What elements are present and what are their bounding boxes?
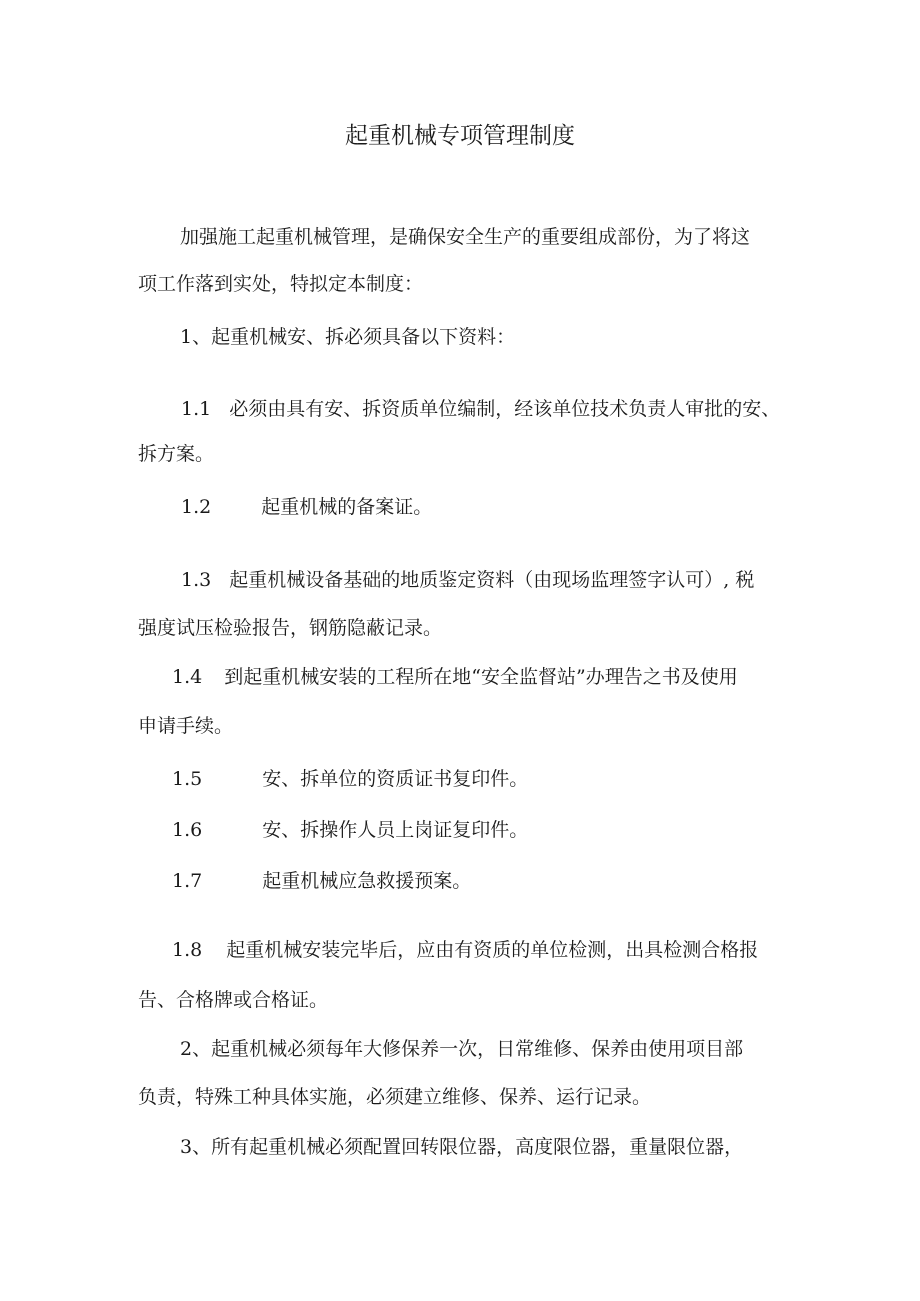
item-1-4-line-2: 申请手续。 <box>138 715 234 737</box>
item-1-7-number: 1.7 <box>172 870 203 892</box>
item-1-2 <box>181 493 432 521</box>
item-1-8-line-2: 告、合格牌或合格证。 <box>138 989 329 1011</box>
item-1-1-number: 1.1 <box>181 398 212 420</box>
section-3-line-1: 3、所有起重机械必须配置回转限位器，高度限位器，重量限位器， <box>180 1136 744 1158</box>
item-1-1-line-1 <box>181 395 780 423</box>
item-1-7 <box>172 867 471 895</box>
item-1-3-line-2: 强度试压检验报告，钢筋隐蔽记录。 <box>138 617 443 639</box>
section-1-heading: 1、起重机械安、拆必须具备以下资料： <box>180 326 516 348</box>
item-1-2-number: 1.2 <box>181 496 212 518</box>
item-1-7-text: 起重机械应急救援预案。 <box>262 870 472 892</box>
section-2-line-1: 2、起重机械必须每年大修保养一次，日常维修、保养由使用项目部 <box>180 1038 744 1060</box>
item-1-5-text: 安、拆单位的资质证书复印件。 <box>262 768 529 790</box>
item-1-8-text: 起重机械安装完毕后，应由有资质的单位检测，出具检测合格报 <box>226 939 759 961</box>
item-1-3-line-1 <box>181 566 754 594</box>
item-1-5 <box>172 765 528 793</box>
page-title: 起重机械专项管理制度 <box>345 123 575 149</box>
item-1-6-text: 安、拆操作人员上岗证复印件。 <box>262 819 529 841</box>
item-1-4-text: 到起重机械安装的工程所在地“安全监督站”办理告之书及使用 <box>224 666 738 688</box>
item-1-3-number: 1.3 <box>181 569 212 591</box>
item-1-5-number: 1.5 <box>172 768 203 790</box>
item-1-4-line-1 <box>172 663 738 691</box>
item-1-2-text: 起重机械的备案证。 <box>261 496 433 518</box>
item-1-8-line-1 <box>172 936 758 964</box>
item-1-6 <box>172 816 528 844</box>
item-1-8-number: 1.8 <box>172 939 203 961</box>
item-1-6-number: 1.6 <box>172 819 203 841</box>
item-1-1-line-2: 拆方案。 <box>138 443 215 465</box>
item-1-4-number: 1.4 <box>172 666 203 688</box>
intro-line-2: 项工作落到实处，特拟定本制度： <box>138 273 424 295</box>
item-1-1-text: 必须由具有安、拆资质单位编制，经该单位技术负责人审批的安、 <box>229 398 781 420</box>
intro-line-1: 加强施工起重机械管理，是确保安全生产的重要组成部份，为了将这 <box>180 226 751 248</box>
item-1-3-text: 起重机械设备基础的地质鉴定资料（由现场监理签字认可）, 税 <box>229 569 755 591</box>
section-2-line-2: 负责，特殊工种具体实施，必须建立维修、保养、运行记录。 <box>138 1086 652 1108</box>
